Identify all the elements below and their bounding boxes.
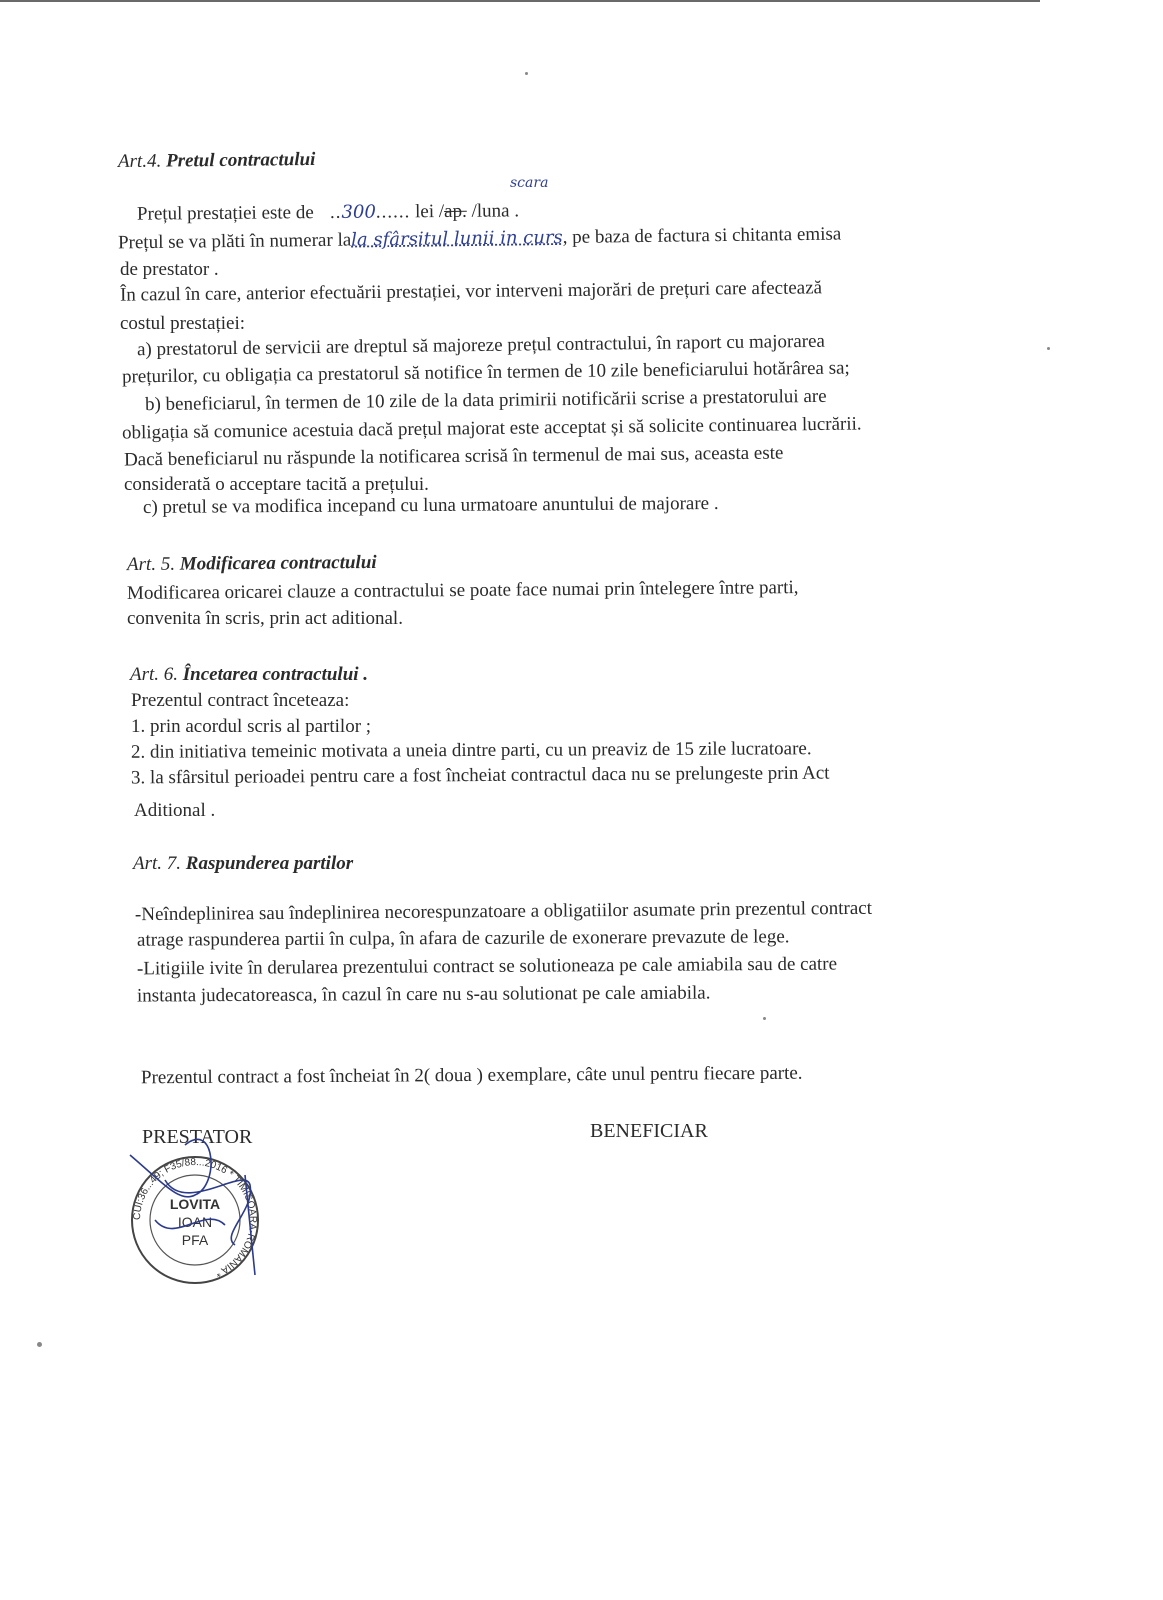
art4-heading: [118, 149, 316, 173]
price-tail: /luna .: [471, 200, 520, 222]
prestator-label: PRESTATOR: [142, 1126, 253, 1148]
handwritten-payment-term: la sfârsitul lunii in curs: [351, 226, 563, 251]
art4-item-a: a) prestatorul de servicii are dreptul să majoreze prețul contractului, în raport cu majorarea: [136, 330, 826, 361]
art7-line-3: -Litigiile ivite în derularea prezentului contract se solutioneaza pe cale amiabila sau de catre: [136, 953, 838, 980]
art6-item-3: 3. la sfârsitul perioadei pentru care a fost încheiat contractul daca nu se prelungeste prin Act: [130, 762, 830, 789]
art5-heading: [127, 552, 377, 576]
art4-item-b-cont-3: considerată o acceptare tacită a prețului.: [124, 474, 429, 495]
scan-speck: [763, 1017, 766, 1020]
beneficiar-label: BENEFICIAR: [590, 1120, 708, 1142]
art4-line-5: costul prestației:: [120, 313, 246, 334]
art4-payment-line: [118, 224, 841, 255]
top-border-line: [0, 0, 1040, 2]
price-unit: lei /: [415, 200, 445, 223]
scan-speck: [1047, 347, 1050, 350]
art4-price-line: [137, 200, 519, 225]
art6-heading: [130, 664, 368, 686]
payment-text: Prețul se va plăti în numerar la: [117, 229, 352, 254]
price-line-text: Prețul prestației este de: [136, 202, 314, 225]
closing-statement: Prezentul contract a fost încheiat în 2( doua ) exemplare, câte unul pentru fiecare parte.: [140, 1062, 803, 1089]
stamp-line-2: IOAN: [177, 1214, 213, 1230]
price-dots: ..: [318, 201, 342, 224]
art4-item-b-cont-2: Dacă beneficiarul nu răspunde la notificarea scrisă în termenul de mai sus, aceasta este: [123, 442, 784, 471]
art5-number: Art. 5.: [126, 553, 176, 576]
art7-line-4: instanta judecatoreasca, în cazul în care nu s-au solutionat pe cale amiabila.: [136, 982, 711, 1007]
struck-text: ap.: [444, 200, 467, 222]
stamp-graphic: [125, 1125, 285, 1305]
art4-item-a-cont: prețurilor, cu obligația ca prestatorul să notifice în termen de 10 zile beneficiarului hotărârea sa;: [121, 357, 850, 388]
stamp-seal: [125, 1125, 285, 1305]
art4-title: Pretul contractului: [165, 148, 316, 172]
art7-line-1: -Neîndeplinirea sau îndeplinirea necorespunzatoare a obligatiilor asumate prin prezentul contract: [134, 897, 873, 926]
art4-item-c: c) pretul se va modifica incepand cu luna urmatoare anuntului de majorare .: [142, 492, 719, 519]
art6-line-1: Prezentul contract înceteaza:: [131, 690, 350, 711]
art5-title: Modificarea contractului: [179, 551, 377, 575]
payment-text-2: , pe baza de factura si chitanta emisa: [562, 223, 842, 248]
stamp-ring-text: CUI:36...49; F35/88...2016 * TIMISOARA-ROMANIA *: [131, 1156, 259, 1279]
art6-title: Încetarea contractului .: [182, 664, 369, 685]
art6-item-1: 1. prin acordul scris al partilor ;: [131, 716, 372, 737]
art7-heading: [133, 853, 353, 875]
stamp-line-3: PFA: [181, 1232, 209, 1248]
art4-line-3: de prestator .: [120, 259, 219, 280]
art7-line-2: atrage raspunderea partii în culpa, în afara de cazurile de exonerare prevazute de lege.: [136, 926, 790, 951]
art6-item-3-cont: Aditional .: [134, 800, 216, 821]
stamp-line-1: LOVITA: [169, 1196, 221, 1212]
art5-line-1: Modificarea oricarei clauze a contractului se poate face numai prin întelegere între parti,: [126, 577, 799, 604]
art7-title: Raspunderea partilor: [185, 853, 354, 874]
scan-speck: [525, 72, 528, 75]
art5-line-2: convenita în scris, prin act aditional.: [127, 608, 403, 629]
art6-number: Art. 6.: [130, 664, 179, 685]
art6-item-2: 2. din initiativa temeinic motivata a uneia dintre parti, cu un preaviz de 15 zile lucratoare.: [130, 738, 812, 763]
art4-item-b: b) beneficiarul, în termen de 10 zile de la data primirii notificării scrise a prestatorului are: [144, 385, 827, 416]
handwritten-scara: scara: [510, 175, 549, 191]
art4-item-b-cont: obligația să comunice acestuia dacă prețul majorat este acceptat și să solicite continuarea lucrării.: [121, 413, 862, 444]
scan-speck: [37, 1342, 42, 1347]
art7-number: Art. 7.: [133, 853, 182, 874]
price-dots-2: ......: [375, 201, 411, 223]
art4-line-4: În cazul în care, anterior efectuării prestației, vor interveni majorări de prețuri care afectează: [119, 277, 823, 306]
art4-number: Art.4.: [117, 150, 162, 173]
handwritten-price-value: 300: [341, 201, 376, 223]
